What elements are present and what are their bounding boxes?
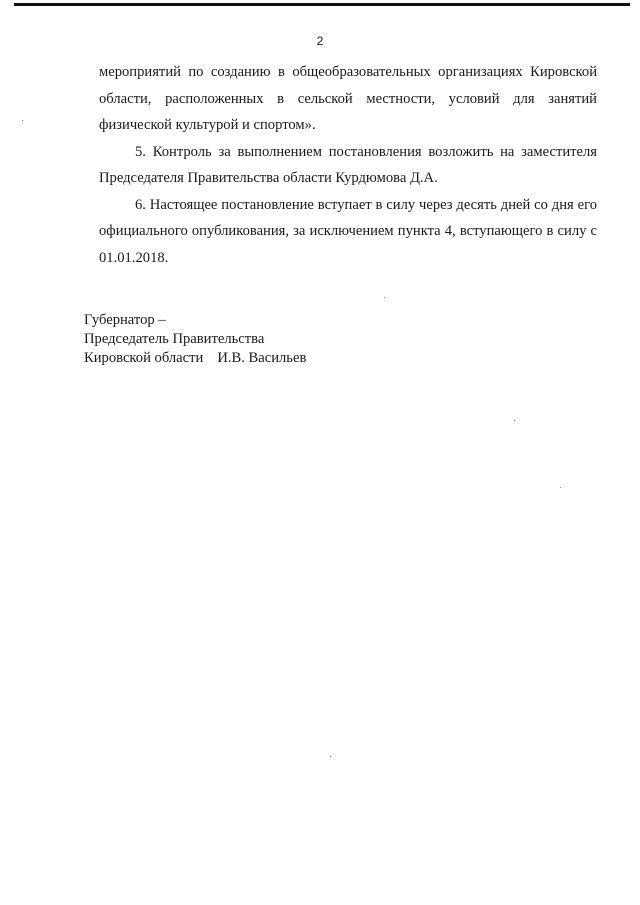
scan-speck [560, 487, 561, 488]
signature-title-line-2: Председатель Правительства [84, 331, 265, 347]
document-body [99, 59, 597, 271]
scan-speck [384, 297, 385, 298]
paragraph-item-5: 5. Контроль за выполнением постановления возложить на заместителя Председателя Правительства области Курдюмова Д.А. [99, 143, 597, 186]
page-number: 2 [316, 34, 324, 48]
paragraph-continuation: мероприятий по созданию в общеобразовательных организациях Кировской области, расположенных в сельской местности, условий для занятий физической культурой и спортом». [99, 64, 597, 133]
paragraph-item-6: 6. Настоящее постановление вступает в силу через десять дней со дня его официального опубликования, за исключением пункта 4, вступающего в силу с 01.01.2018. [99, 196, 597, 266]
top-edge-rule [14, 3, 630, 6]
scan-speck [22, 120, 23, 121]
scan-speck [330, 756, 331, 757]
signature-title-line-1: Губернатор – [84, 312, 166, 328]
signature-title-line-3 [84, 349, 306, 368]
signature-name: И.В. Васильев [217, 350, 307, 366]
signature-block [84, 311, 306, 368]
scan-speck [514, 420, 515, 421]
signature-region: Кировской области [84, 350, 204, 366]
